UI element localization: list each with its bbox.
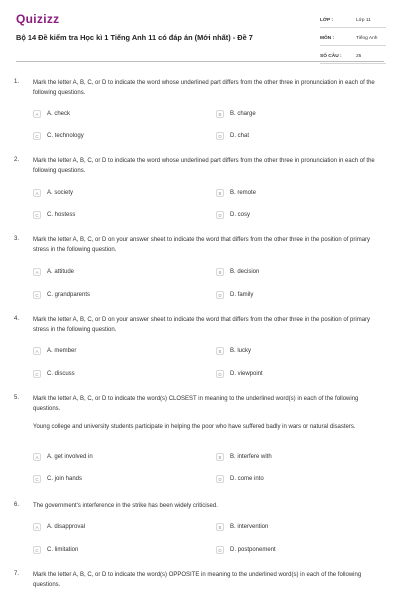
option-label: D. family xyxy=(230,292,254,298)
question-7 xyxy=(14,571,384,599)
option-label: D. come into xyxy=(230,476,264,482)
option-label: D. chat xyxy=(230,133,250,139)
option-b[interactable] xyxy=(216,188,256,198)
page-title: Bộ 14 Đề kiểm tra Học kì 1 Tiếng Anh 11 có đáp án (Mới nhất) - Đề 7 xyxy=(16,33,253,42)
question-text: Mark the letter A, B, C, or D to indicate the word(s) CLOSEST in meaning to the underlined word(s) in each of the following questions. xyxy=(33,396,359,412)
question-text: Mark the letter A, B, C, or D to indicate the word(s) OPPOSITE in meaning to the underlined word(s) in each of the following questions. xyxy=(33,572,362,588)
question-number: 6. xyxy=(14,502,20,508)
option-label: A. member xyxy=(47,348,77,354)
option-c[interactable] xyxy=(33,545,78,555)
option-a[interactable] xyxy=(33,452,93,462)
option-key: C xyxy=(33,475,41,483)
option-b[interactable] xyxy=(216,109,256,119)
option-d[interactable] xyxy=(216,290,253,300)
question-passage: Young college and university students participate in helping the poor who have suffered badly in wars or natural disasters. xyxy=(33,424,356,430)
meta-row-subject xyxy=(320,32,386,46)
meta-value: Tiếng Anh xyxy=(356,36,378,41)
option-label: A. attitude xyxy=(47,269,75,275)
option-key: D xyxy=(216,546,224,554)
option-d[interactable] xyxy=(216,131,249,141)
meta-label: MÔN : xyxy=(320,36,335,41)
option-b[interactable] xyxy=(216,452,272,462)
option-key: A xyxy=(33,110,41,118)
meta-label: LỚP : xyxy=(320,18,334,23)
option-key: D xyxy=(216,132,224,140)
option-key: D xyxy=(216,211,224,219)
option-c[interactable] xyxy=(33,369,75,379)
option-key: C xyxy=(33,211,41,219)
question-4 xyxy=(14,316,384,386)
option-key: C xyxy=(33,370,41,378)
meta-label: SỐ CÂU : xyxy=(320,54,342,59)
question-number: 2. xyxy=(14,157,20,163)
option-b[interactable] xyxy=(216,522,268,532)
question-number: 1. xyxy=(14,79,20,85)
option-key: A xyxy=(33,453,41,461)
option-key: B xyxy=(216,453,224,461)
option-b[interactable] xyxy=(216,267,259,277)
option-label: B. interfere with xyxy=(230,454,272,460)
option-key: D xyxy=(216,475,224,483)
question-text: Mark the letter A, B, C, or D on your answer sheet to indicate the word that differs from the other three in the position of primary stress in the following question. xyxy=(33,317,371,333)
option-c[interactable] xyxy=(33,474,82,484)
option-d[interactable] xyxy=(216,474,264,484)
option-key: B xyxy=(216,268,224,276)
option-label: C. hostess xyxy=(47,212,76,218)
option-label: B. remote xyxy=(230,190,257,196)
option-c[interactable] xyxy=(33,210,75,220)
question-number: 5. xyxy=(14,395,20,401)
option-key: B xyxy=(216,110,224,118)
quizizz-logo: Quizizz xyxy=(16,12,60,26)
option-label: A. society xyxy=(47,190,74,196)
question-6 xyxy=(14,502,384,562)
option-b[interactable] xyxy=(216,346,251,356)
option-label: D. viewpoint xyxy=(230,371,263,377)
question-number: 3. xyxy=(14,236,20,242)
option-label: A. check xyxy=(47,111,71,117)
question-text: Mark the letter A, B, C, or D on your answer sheet to indicate the word that differs from the other three in the position of primary stress in the following question. xyxy=(33,237,371,253)
option-label: A. get involved in xyxy=(47,454,93,460)
option-label: B. charge xyxy=(230,111,256,117)
option-d[interactable] xyxy=(216,210,250,220)
option-key: A xyxy=(33,523,41,531)
option-a[interactable] xyxy=(33,522,85,532)
meta-box xyxy=(320,14,386,68)
option-label: C. technology xyxy=(47,133,84,139)
option-key: B xyxy=(216,189,224,197)
option-label: B. intervention xyxy=(230,524,269,530)
option-a[interactable] xyxy=(33,188,73,198)
option-a[interactable] xyxy=(33,267,74,277)
question-text: Mark the letter A, B, C, or D to indicate the word whose underlined part differs from the other three in pronunciation in each of the following questions. xyxy=(33,80,375,96)
option-label: C. limitation xyxy=(47,547,79,553)
question-3 xyxy=(14,236,384,306)
question-text: The government's interference in the strike has been widely criticised. xyxy=(33,503,218,509)
option-label: D. postponement xyxy=(230,547,276,553)
question-5 xyxy=(14,395,384,495)
option-label: B. decision xyxy=(230,269,260,275)
option-label: A. disapproval xyxy=(47,524,86,530)
option-label: C. discuss xyxy=(47,371,75,377)
meta-row-class xyxy=(320,14,386,28)
option-key: B xyxy=(216,347,224,355)
question-number: 7. xyxy=(14,571,20,577)
question-1 xyxy=(14,79,384,149)
option-label: C. grandparents xyxy=(47,292,91,298)
option-d[interactable] xyxy=(216,369,263,379)
option-label: C. join hands xyxy=(47,476,83,482)
meta-value: Lớp 11 xyxy=(356,18,371,23)
header-divider xyxy=(16,61,384,62)
question-2 xyxy=(14,157,384,227)
option-c[interactable] xyxy=(33,290,90,300)
option-a[interactable] xyxy=(33,109,70,119)
option-key: C xyxy=(33,291,41,299)
question-text: Mark the letter A, B, C, or D to indicate the word whose underlined part differs from the other three in pronunciation in each of the following questions. xyxy=(33,158,375,174)
option-key: D xyxy=(216,291,224,299)
option-key: B xyxy=(216,523,224,531)
option-key: D xyxy=(216,370,224,378)
option-c[interactable] xyxy=(33,131,84,141)
meta-value: 25 xyxy=(356,54,362,59)
option-key: C xyxy=(33,546,41,554)
option-a[interactable] xyxy=(33,346,76,356)
option-d[interactable] xyxy=(216,545,276,555)
option-label: D. cosy xyxy=(230,212,251,218)
option-label: B. lucky xyxy=(230,348,252,354)
option-key: A xyxy=(33,189,41,197)
question-number: 4. xyxy=(14,316,20,322)
option-key: C xyxy=(33,132,41,140)
option-key: A xyxy=(33,268,41,276)
option-key: A xyxy=(33,347,41,355)
